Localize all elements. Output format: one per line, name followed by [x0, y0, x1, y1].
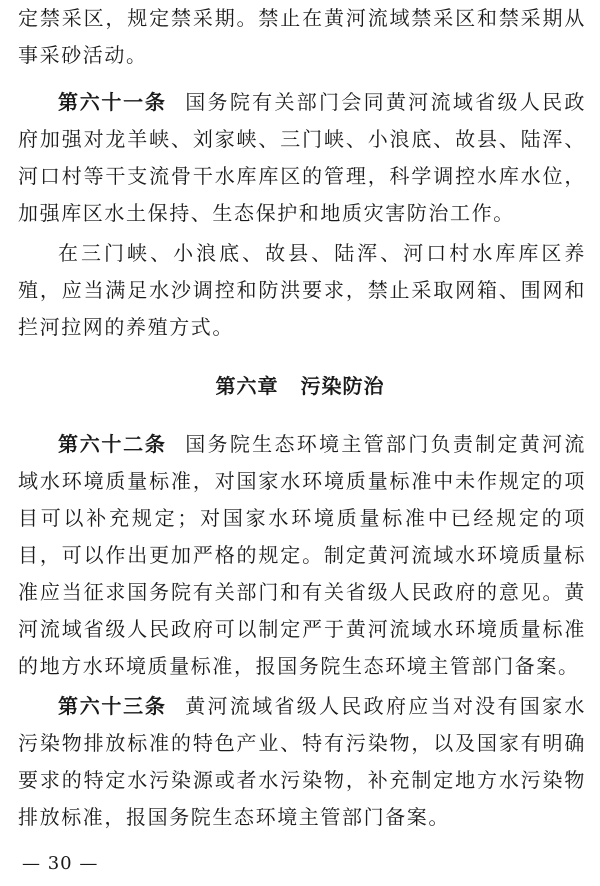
paragraph-text: 在三门峡、小浪底、故县、陆浑、河口村水库库区养殖，应当满足水沙调控和防洪要求，禁止采取网箱、围网和拦河拉网的养殖方式。 [18, 241, 586, 339]
paragraph-continuation [18, 0, 586, 74]
article-text: 国务院有关部门会同黄河流域省级人民政府加强对龙羊峡、刘家峡、三门峡、小浪底、故县、陆浑、河口村等干支流骨干水库库区的管理，科学调控水库水位，加强库区水土保持、生态保护和地质灾害防治工作。 [18, 90, 586, 225]
article-61 [18, 84, 586, 232]
page-number: — 30 — [22, 853, 99, 874]
chapter-title: 污染防治 [300, 374, 385, 398]
article-62 [18, 426, 586, 685]
article-label: 第六十二条 [58, 432, 167, 456]
chapter-heading [0, 371, 600, 401]
article-text: 国务院生态环境主管部门负责制定黄河流域水环境质量标准，对国家水环境质量标准中未作规定的项目可以补充规定；对国家水环境质量标准中已经规定的项目，可以作出更加严格的规定。制定黄河流域水环境质量标准应当征求国务院有关部门和有关省级人民政府的意见。黄河流域省级人民政府可以制定严于黄河流域水环境质量标准的地方水环境质量标准，报国务院生态环境主管部门备案。 [18, 432, 586, 678]
paragraph-text: 定禁采区，规定禁采期。禁止在黄河流域禁采区和禁采期从事采砂活动。 [18, 6, 586, 67]
article-text: 黄河流域省级人民政府应当对没有国家水污染物排放标准的特色产业、特有污染物，以及国家有明确要求的特定水污染源或者水污染物，补充制定地方水污染物排放标准，报国务院生态环境主管部门备案。 [18, 694, 586, 829]
article-61-paragraph-2 [18, 235, 586, 346]
article-label: 第六十一条 [58, 90, 167, 114]
article-63 [18, 688, 586, 836]
chapter-number: 第六章 [215, 374, 279, 398]
article-label: 第六十三条 [58, 694, 167, 718]
